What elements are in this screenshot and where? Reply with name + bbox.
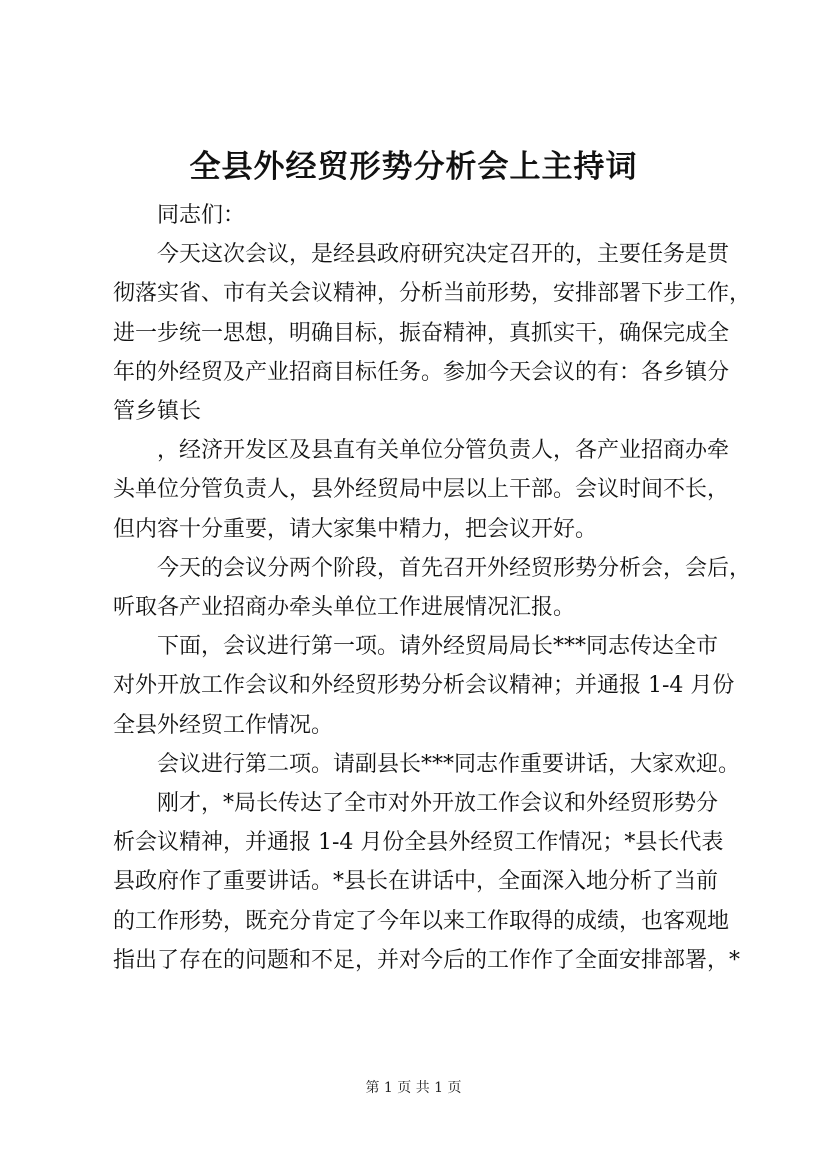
page-footer: 第 1 页 共 1 页 xyxy=(365,1080,462,1096)
text-line: 年的外经贸及产业招商目标任务。参加今天会议的有：各乡镇分 xyxy=(113,359,730,385)
text-line: ，经济开发区及县直有关单位分管负责人，各产业招商办牵 xyxy=(157,438,730,464)
text-line: 但内容十分重要，请大家集中精力，把会议开好。 xyxy=(113,516,598,542)
text-line: 进一步统一思想，明确目标，振奋精神，真抓实干，确保完成全 xyxy=(113,320,730,346)
text-line: 的工作形势，既充分肯定了今年以来工作取得的成绩，也客观地 xyxy=(113,908,730,934)
text-line: 同志们： xyxy=(157,203,246,228)
paragraph-greeting xyxy=(113,196,753,235)
paragraph-opening xyxy=(113,235,753,431)
text-line: 听取各产业招商办牵头单位工作进展情况汇报。 xyxy=(113,595,576,621)
paragraph-item-two xyxy=(113,745,753,784)
paragraph-item-one xyxy=(113,627,753,745)
document-title: 全县外经贸形势分析会上主持词 xyxy=(189,149,638,185)
text-line: 县政府作了重要讲话。*县长在讲话中，全面深入地分析了当前 xyxy=(113,869,719,895)
paragraph-attendees xyxy=(113,431,753,549)
text-line: 指出了存在的问题和不足，并对今后的工作作了全面安排部署，* xyxy=(113,947,741,973)
document-body xyxy=(113,196,753,980)
text-line: 对外开放工作会议和外经贸形势分析会议精神；并通报 1-4 月份 xyxy=(113,673,735,699)
text-line: 今天的会议分两个阶段，首先召开外经贸形势分析会，会后， xyxy=(157,555,752,581)
text-line: 刚才，*局长传达了全市对外开放工作会议和外经贸形势分 xyxy=(157,791,719,817)
text-line: 头单位分管负责人，县外经贸局中层以上干部。会议时间不长， xyxy=(113,477,730,503)
text-line: 今天这次会议，是经县政府研究决定召开的，主要任务是贯 xyxy=(157,242,730,268)
text-line: 析会议精神，并通报 1-4 月份全县外经贸工作情况；*县长代表 xyxy=(113,830,724,856)
text-line: 彻落实省、市有关会议精神，分析当前形势，安排部署下步工作， xyxy=(113,281,752,307)
paragraph-agenda xyxy=(113,549,753,627)
paragraph-summary xyxy=(113,784,753,980)
text-line: 管乡镇长 xyxy=(113,399,202,425)
text-line: 会议进行第二项。请副县长***同志作重要讲话，大家欢迎。 xyxy=(157,751,741,777)
text-line: 全县外经贸工作情况。 xyxy=(113,712,334,738)
text-line: 下面，会议进行第一项。请外经贸局局长***同志传达全市 xyxy=(157,634,719,660)
